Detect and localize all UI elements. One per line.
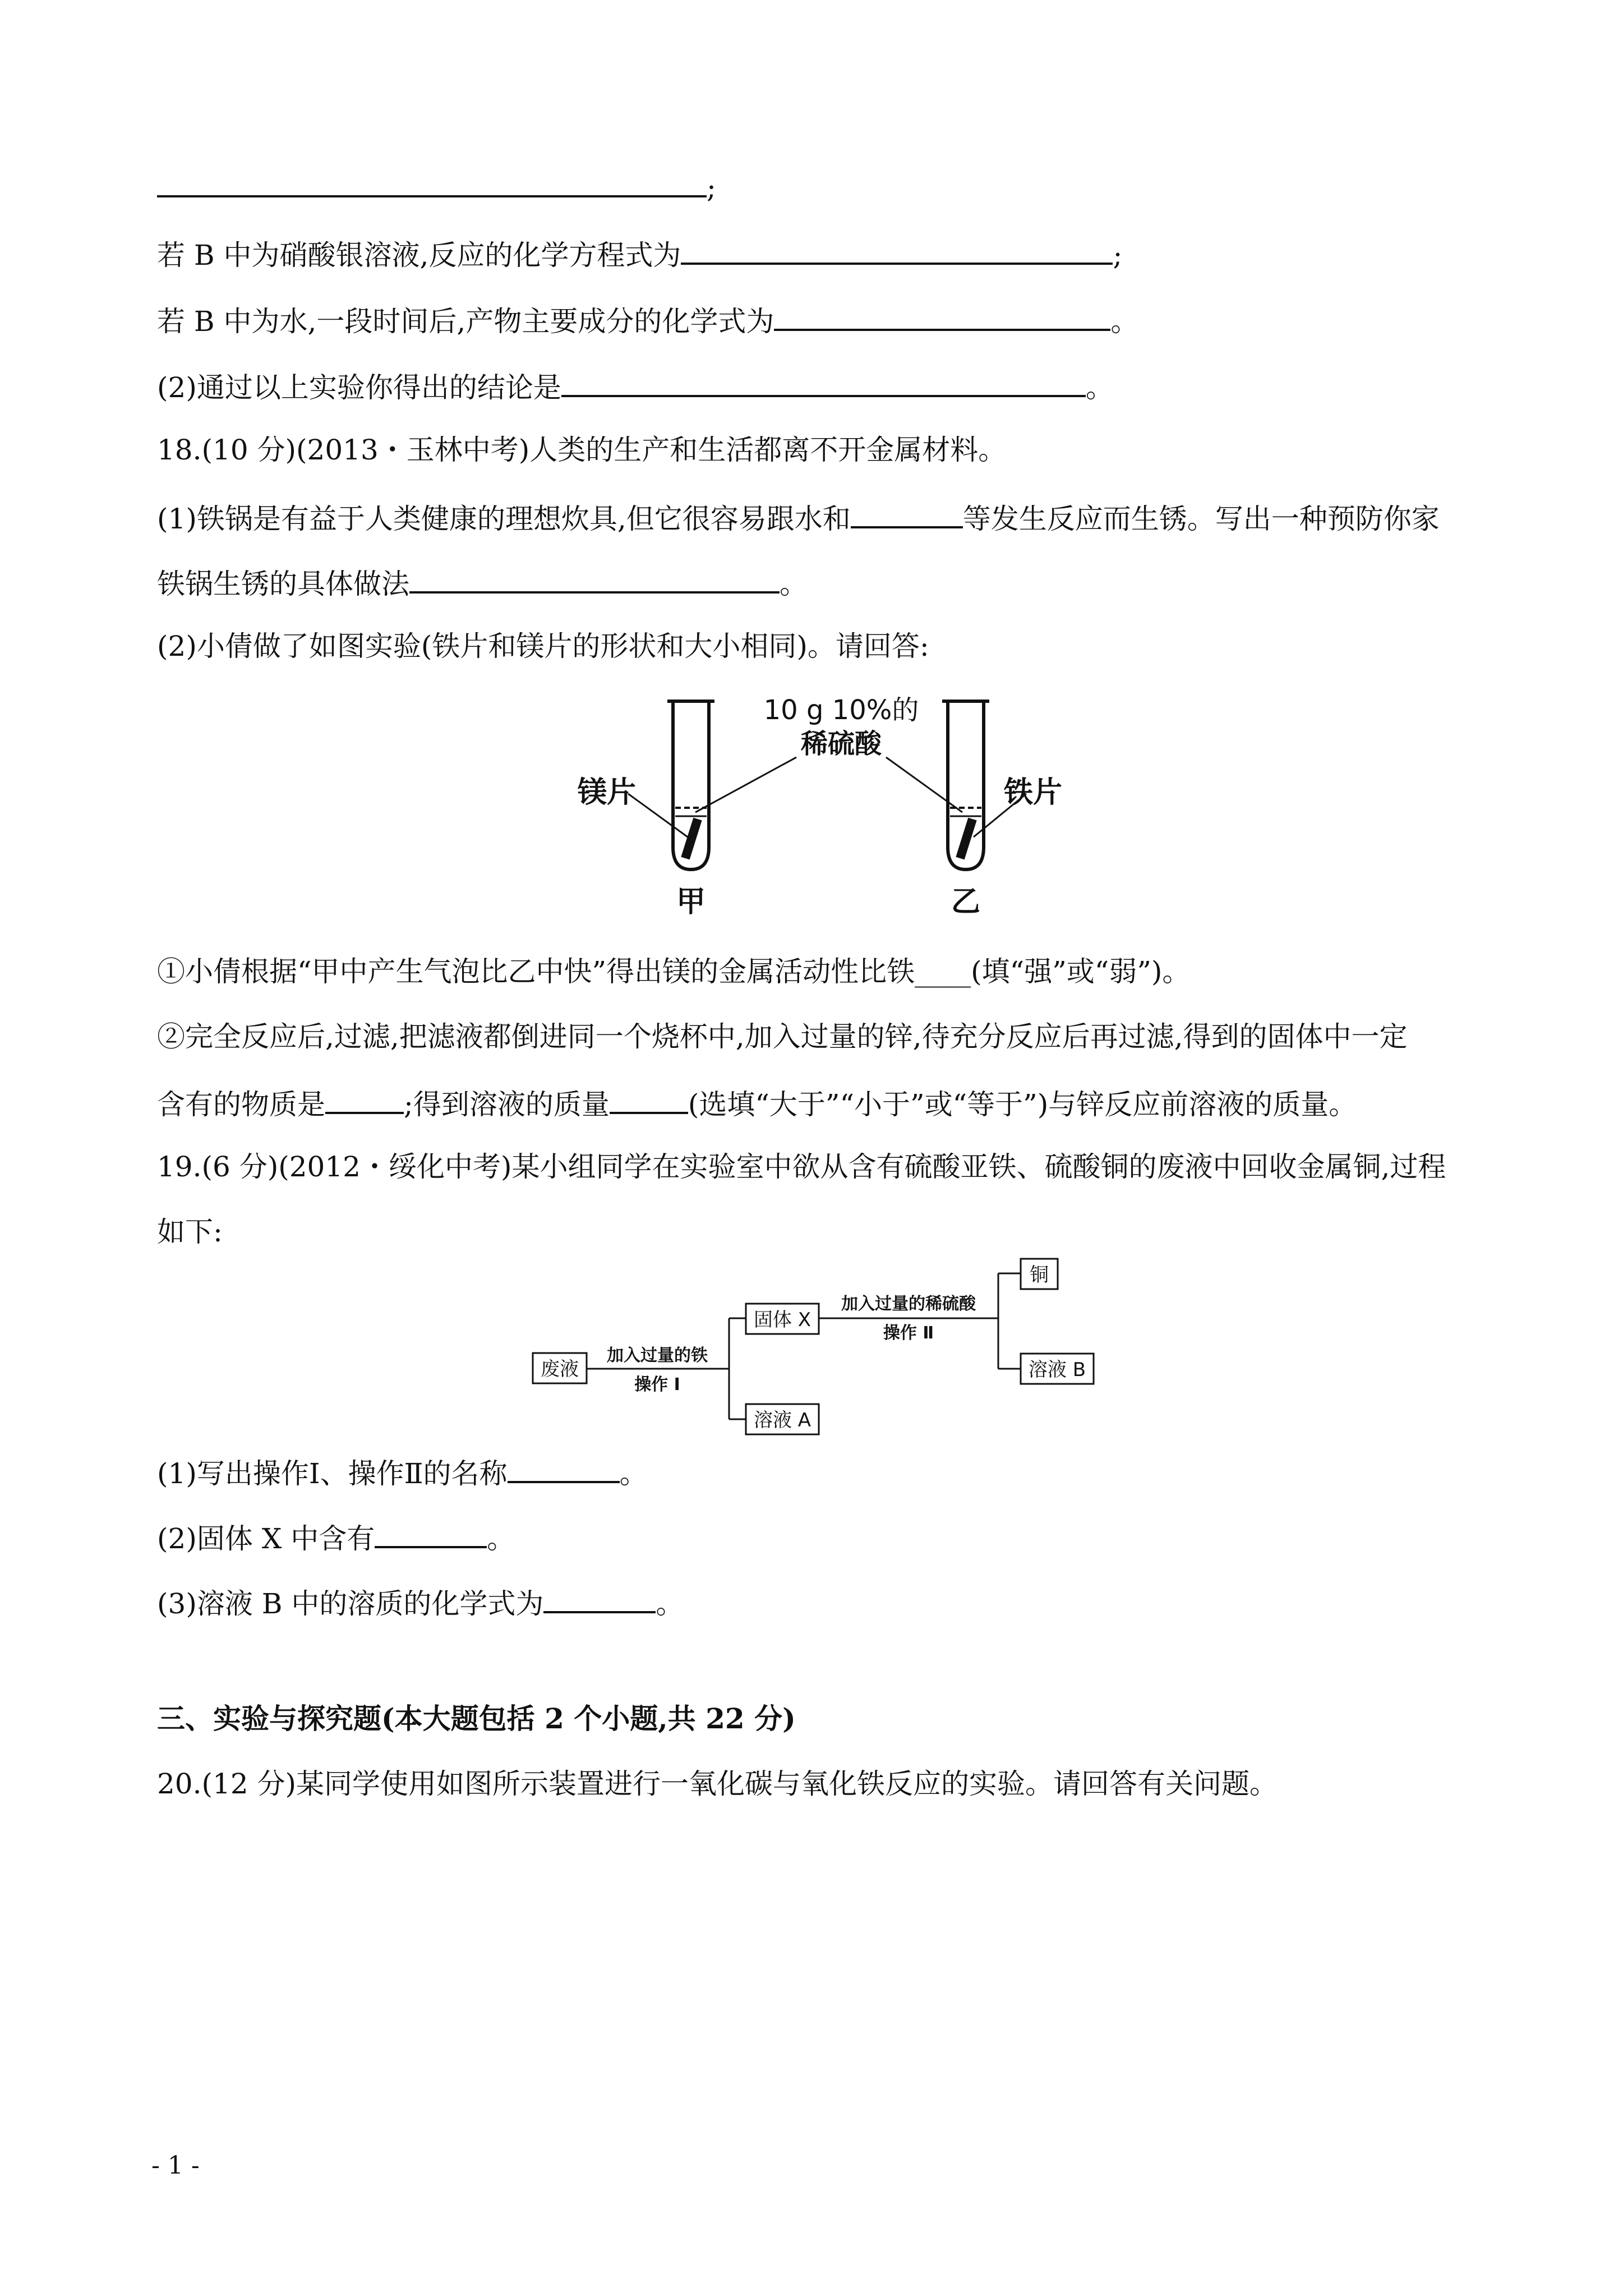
iron-strip [960, 819, 972, 858]
acid-label-line1: 10 g 10%的 [763, 694, 919, 726]
question-18-part1: (1)铁锅是有益于人类健康的理想炊具,但它很容易跟水和 等发生反应而生锈。写出一种预防你家 [157, 499, 1440, 536]
flow-add-iron: 加入过量的铁 [607, 1346, 708, 1365]
answer-blank[interactable] [157, 168, 707, 197]
question-19-title: 19.(6 分)(2012・绥化中考)某小组同学在实验室中欲从含有硫酸亚铁、硫酸铜的废液中回收金属铜,过程 [157, 1151, 1446, 1183]
magnesium-strip [685, 819, 698, 858]
tube-label-jia: 甲 [676, 885, 706, 919]
svg-text:固体 X: 固体 X [753, 1309, 811, 1331]
flow-add-acid: 加入过量的稀硫酸 [841, 1294, 976, 1314]
question-19-part1: (1)写出操作Ⅰ、操作Ⅱ的名称 。 [157, 1454, 648, 1490]
section-3-heading: 三、实验与探究题(本大题包括 2 个小题,共 22 分) [157, 1702, 796, 1735]
svg-text:溶液 B: 溶液 B [1028, 1359, 1086, 1381]
question-18-part1-cont: 铁锅生锈的具体做法 。 [157, 564, 808, 601]
magnesium-label: 镁片 [578, 776, 637, 809]
question-18-part2b: ②完全反应后,过滤,把滤液都倒进同一个烧杯中,加入过量的锌,待充分反应后再过滤,得到的固体中一定 [157, 1020, 1408, 1053]
tube-yi [942, 701, 989, 869]
question-18-part2: (2)小倩做了如图实验(铁片和镁片的形状和大小相同)。请回答: [157, 630, 929, 662]
answer-line-continued: ; [157, 168, 716, 205]
answer-blank[interactable] [375, 1519, 487, 1548]
tube-jia [667, 701, 714, 869]
question-17-water: 若 B 中为水,一段时间后,产物主要成分的化学式为 。 [157, 302, 1138, 338]
answer-blank[interactable] [561, 368, 1086, 397]
page-number: - 1 - [151, 2151, 200, 2180]
svg-text:废液: 废液 [541, 1358, 579, 1381]
answer-blank[interactable] [543, 1584, 656, 1613]
iron-label: 铁片 [1004, 776, 1063, 809]
answer-blank[interactable] [325, 1085, 404, 1114]
answer-blank[interactable] [774, 302, 1110, 331]
question-19-part2: (2)固体 X 中含有 。 [157, 1519, 515, 1556]
answer-blank[interactable] [409, 564, 780, 593]
answer-blank[interactable] [681, 236, 1113, 265]
question-18-title: 18.(10 分)(2013・玉林中考)人类的生产和生活都离不开金属材料。 [157, 434, 1007, 466]
answer-blank[interactable] [851, 499, 963, 528]
tube-label-yi: 乙 [951, 885, 981, 919]
question-18-part2c: 含有的物质是 ;得到溶液的质量 (选填“大于”“小于”或“等于”)与锌反应前溶液的质量。 [157, 1085, 1357, 1121]
acid-label-line2: 稀硫酸 [800, 728, 882, 760]
svg-text:溶液 A: 溶液 A [753, 1409, 811, 1432]
question-17-conclusion: (2)通过以上实验你得出的结论是 。 [157, 368, 1114, 404]
question-19-title-cont: 如下: [157, 1216, 223, 1248]
answer-blank[interactable] [610, 1085, 688, 1114]
test-tube-figure [561, 690, 1110, 926]
answer-blank[interactable] [508, 1454, 620, 1483]
question-19-part3: (3)溶液 B 中的溶质的化学式为 。 [157, 1584, 684, 1621]
question-20-title: 20.(12 分)某同学使用如图所示装置进行一氧化碳与氧化铁反应的实验。请回答有关问题。 [157, 1768, 1278, 1800]
flow-op2: 操作 Ⅱ [883, 1323, 934, 1343]
flow-op1: 操作 Ⅰ [634, 1375, 680, 1395]
flow-chart [527, 1257, 1110, 1436]
svg-text:铜: 铜 [1030, 1264, 1049, 1286]
question-17-silver-nitrate: 若 B 中为硝酸银溶液,反应的化学方程式为 ; [157, 236, 1122, 272]
question-18-part2a: ①小倩根据“甲中产生气泡比乙中快”得出镁的金属活动性比铁____(填“强”或“弱”)。 [157, 955, 1191, 988]
